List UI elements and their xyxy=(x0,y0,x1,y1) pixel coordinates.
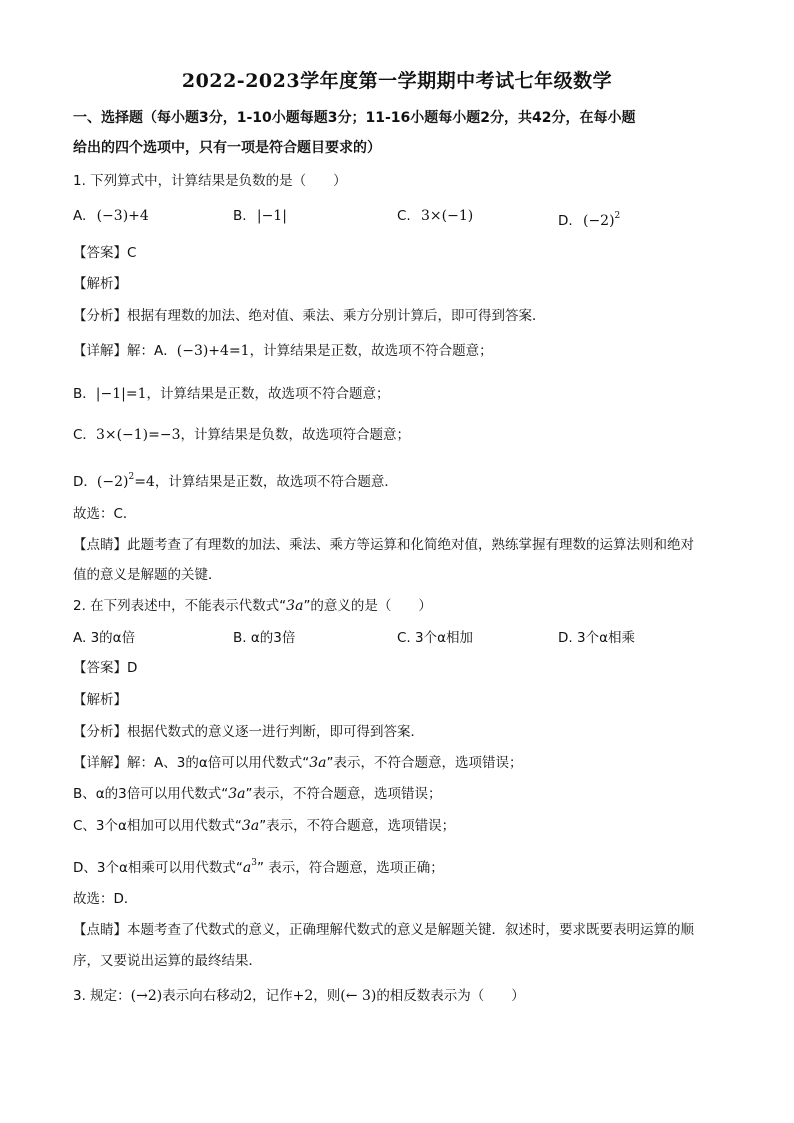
q1-detail-a-expr: (−3)+4=1 xyxy=(176,343,250,359)
q2-detail-c-pre: C、3个α相加可以用代数式“ xyxy=(73,818,242,834)
q1-option-c xyxy=(397,206,473,226)
q2-detail-d xyxy=(73,853,733,878)
q1-answer: 【答案】C xyxy=(73,245,137,261)
q3-stem-mid2: ，记作 xyxy=(252,988,293,1004)
q2-dianjing-line2: 序，又要说出运算的最终结果． xyxy=(73,953,262,969)
q1-option-d-label: D. xyxy=(558,213,573,229)
q1-detail-a xyxy=(73,341,733,361)
q1-detail-d-sup: 2 xyxy=(128,472,135,482)
q2-stem-expr: 3a xyxy=(286,598,304,614)
q1-option-b-expr: |−1| xyxy=(256,208,287,224)
q2-detail-c xyxy=(73,816,733,836)
q2-detail-d-expr: a xyxy=(242,860,252,876)
section-heading-line2: 给出的四个选项中，只有一项是符合题目要求的） xyxy=(73,140,381,156)
q1-detail-b xyxy=(73,384,733,404)
q1-dianjing-line1: 【点睛】此题考查了有理数的加法、乘法、乘方等运算和化简绝对值，熟练掌握有理数的运算法则和绝对 xyxy=(73,537,694,553)
q2-detail-d-pre: D、3个α相乘可以用代数式“ xyxy=(73,860,243,876)
q2-detail-b xyxy=(73,784,733,804)
q3-stem-pre: 3. 规定： xyxy=(73,988,131,1004)
q1-option-d xyxy=(558,206,620,231)
page-title: 2022-2023学年度第一学期期中考试七年级数学 xyxy=(181,70,613,92)
q1-option-d-expr: (−2) xyxy=(582,213,615,229)
q1-dianjing-line2: 值的意义是解题的关键． xyxy=(73,567,222,583)
q1-detail-d xyxy=(73,467,733,492)
q3-stem-post: 的相反数表示为（ ） xyxy=(376,988,525,1004)
q1-detail-d-prefix: D． xyxy=(73,474,97,490)
q2-analysis-tag: 【解析】 xyxy=(73,692,127,708)
q1-option-d-sup: 2 xyxy=(614,211,621,221)
q1-option-c-expr: 3×(−1) xyxy=(421,208,474,224)
q2-detail-d-post: ” 表示，符合题意，选项正确； xyxy=(256,860,444,876)
q1-detail-b-prefix: B． xyxy=(73,386,96,402)
q1-detail-c xyxy=(73,425,733,445)
q1-option-b-label: B. xyxy=(233,208,247,224)
q3-stem xyxy=(73,986,733,1006)
q1-option-b xyxy=(233,206,287,226)
q1-detail-b-rest: ，计算结果是正数，故选项不符合题意； xyxy=(146,386,390,402)
q2-detail-d-sup: 3 xyxy=(251,858,257,868)
q1-detail-b-expr: |−1|=1 xyxy=(95,386,147,402)
q3-stem-mid1: 表示向右移动 xyxy=(162,988,244,1004)
q2-detail-c-expr: 3a xyxy=(241,818,260,834)
q1-detail-c-prefix: C． xyxy=(73,427,96,443)
q3-stem-mid3: ，则 xyxy=(313,988,341,1004)
q2-option-b: B. α的3倍 xyxy=(233,630,296,646)
q1-detail-a-rest: ，计算结果是正数，故选项不符合题意； xyxy=(249,343,493,359)
q3-stem-expr2: 2 xyxy=(243,988,253,1004)
q3-stem-expr4: (← 3) xyxy=(340,988,377,1004)
q1-option-c-label: C. xyxy=(397,208,411,224)
q1-option-a-expr: (−3)+4 xyxy=(96,208,149,224)
q2-detail-b-pre: B、α的3倍可以用代数式“ xyxy=(73,786,229,802)
q2-option-a: A. 3的α倍 xyxy=(73,630,136,646)
q2-detail-a-expr: 3a xyxy=(309,755,327,771)
q2-option-c: C. 3个α相加 xyxy=(397,630,473,646)
q1-option-a-label: A. xyxy=(73,208,87,224)
q2-detail-b-expr: 3a xyxy=(228,786,246,802)
q2-detail-a-post: ”表示，不符合题意，选项错误； xyxy=(326,755,523,771)
q2-stem-post: ”的意义的是（ ） xyxy=(303,598,432,614)
q1-detail-c-rest: ，计算结果是负数，故选项符合题意； xyxy=(180,427,411,443)
q2-detail-a xyxy=(73,753,733,773)
q1-choose: 故选：C． xyxy=(73,506,137,522)
q1-stem: 1. 下列算式中，计算结果是负数的是（ ） xyxy=(73,173,347,189)
q2-stem xyxy=(73,596,733,616)
q2-detail-a-pre: 【详解】解：A、3的α倍可以用代数式“ xyxy=(73,755,310,771)
section-heading-line1: 一、选择题（每小题3分，1-10小题每题3分；11-16小题每小题2分，共42分，在每小题 xyxy=(73,110,636,126)
q2-fenxi: 【分析】根据代数式的意义逐一进行判断，即可得到答案． xyxy=(73,724,424,740)
q1-detail-a-prefix: 【详解】解：A． xyxy=(73,343,177,359)
q2-stem-pre: 2. 在下列表述中，不能表示代数式“ xyxy=(73,598,287,614)
q2-answer: 【答案】D xyxy=(73,660,138,676)
q2-detail-b-post: ”表示，不符合题意，选项错误； xyxy=(245,786,442,802)
q1-option-a xyxy=(73,206,149,226)
q1-detail-d-rest: ，计算结果是正数，故选项不符合题意． xyxy=(154,474,398,490)
q2-dianjing-line1: 【点睛】本题考查了代数式的意义，正确理解代数式的意义是解题关键．叙述时，要求既要表明运算的顺 xyxy=(73,922,694,938)
q3-stem-expr1: (→2) xyxy=(130,988,163,1004)
q1-detail-d-expr: (−2) xyxy=(96,474,129,490)
q1-fenxi: 【分析】根据有理数的加法、绝对值、乘法、乘方分别计算后，即可得到答案． xyxy=(73,308,546,324)
q2-detail-c-post: ”表示，不符合题意，选项错误； xyxy=(259,818,456,834)
q1-detail-d-expr2: =4 xyxy=(134,474,155,490)
q1-analysis-tag: 【解析】 xyxy=(73,276,127,292)
q2-option-d: D. 3个α相乘 xyxy=(558,630,635,646)
q1-detail-c-expr: 3×(−1)=−3 xyxy=(95,427,181,443)
q2-choose: 故选：D． xyxy=(73,891,138,907)
q3-stem-expr3: +2 xyxy=(292,988,314,1004)
